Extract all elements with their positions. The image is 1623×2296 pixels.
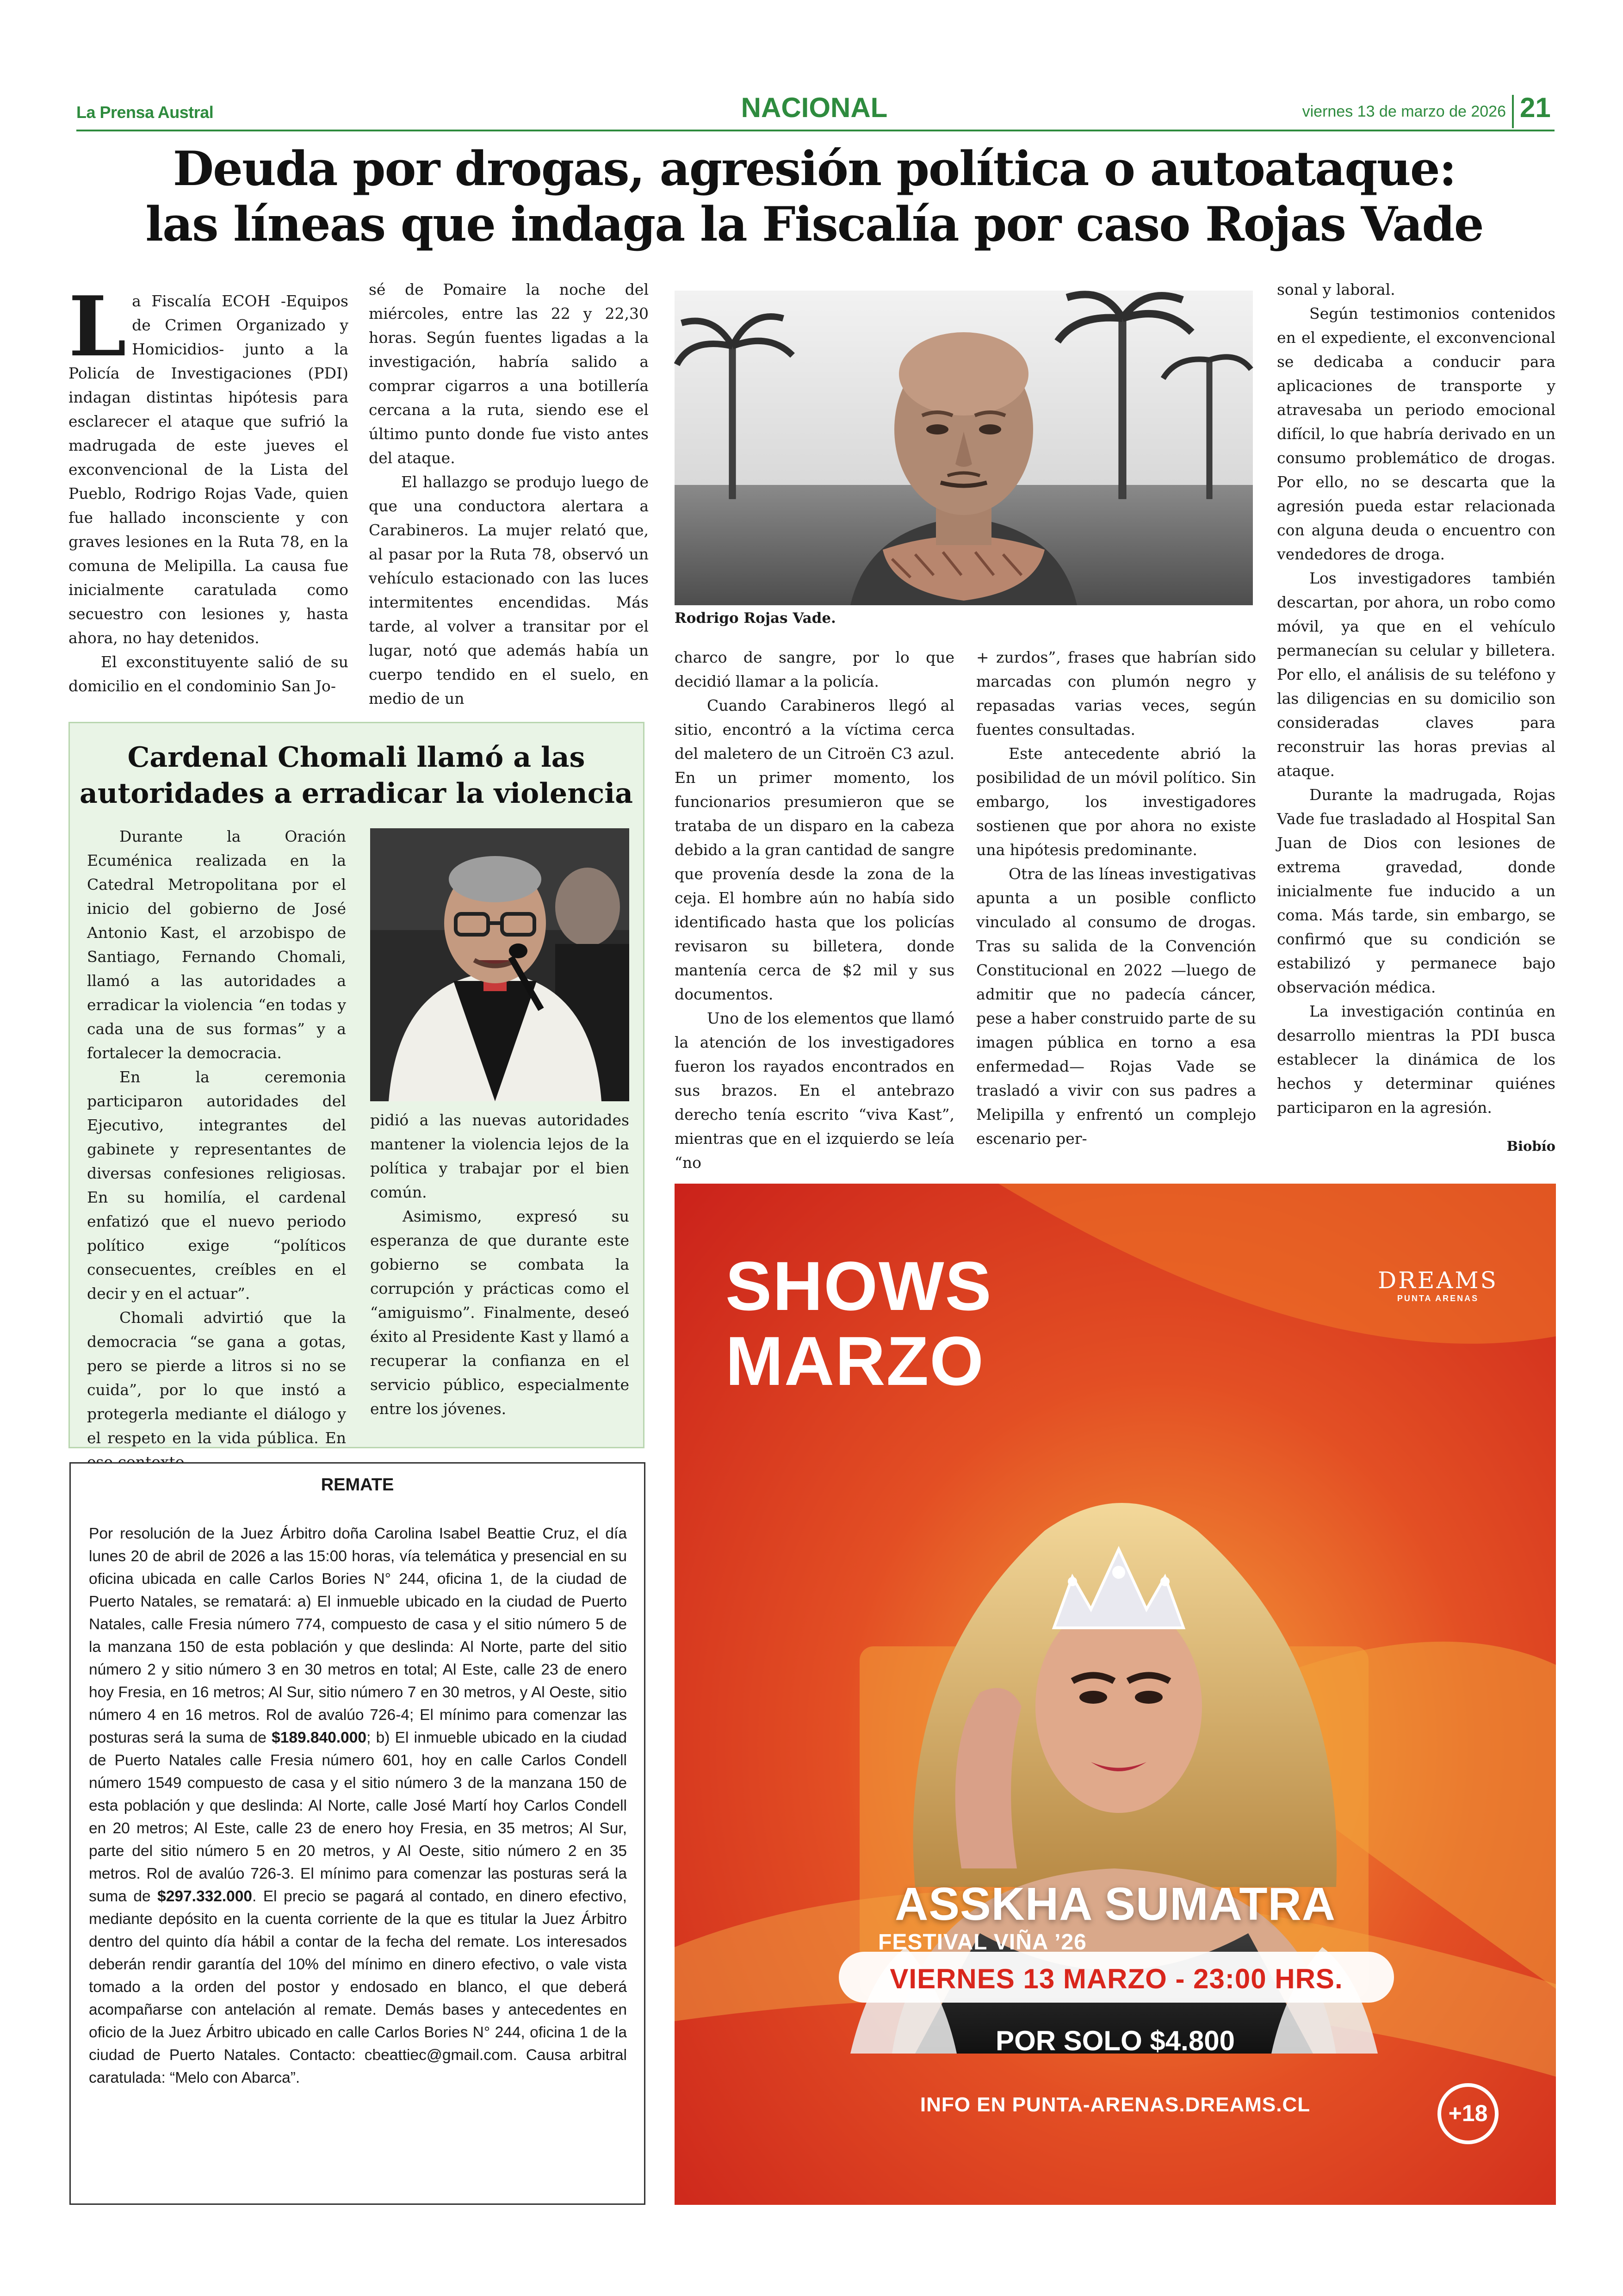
remate-text: ; b) El inmueble ubicado en la ciudad de Puerto Natales calle Fresia número 601, hoy en calle Carlos Condell número 1549 compuesto de casa y el sitio número 3 de la manzana 150 de esta población y que deslinda: Al Norte, calle José Martí hoy Carlos Condell en 20 metros; Al Este, calle 23 de enero hoy Fresia, en 35 metros; Al Sur, parte del sitio número 5 en 20 metros, y Al Oeste, sitio número 2 en 35 metros. Rol de avalúo 726-3. El mínimo para comenzar las posturas será la suma de [89, 1729, 627, 1905]
chomali-photo [370, 828, 629, 1101]
sidebar-paragraph: Durante la Oración Ecuménica realizada en la Catedral Metropolitana por el inicio del gobierno de José Antonio Kast, el arzobispo de Santiago, Fernando Chomali, llamó a las autoridades a erradicar la violencia “en todas y cada una de sus formas” y a fortalecer la democracia. [87, 827, 346, 1062]
article-column-4 [976, 645, 1256, 1164]
article-column-2 [369, 278, 649, 707]
dreams-logo [1369, 1267, 1507, 1303]
remate-title: REMATE [321, 1475, 394, 1495]
sidebar-title [76, 739, 636, 812]
article-paragraph: Los investigadores también descartan, por ahora, un robo como móvil, ya que en el vehículo permanecían su celular y billetera. Por ello, el análisis de su teléfono y las diligencias en su domicilio son consideradas claves para reconstruir las horas previas al ataque. [1277, 569, 1555, 780]
article-paragraph: charco de sangre, por lo que decidió llamar a la policía. [675, 648, 954, 690]
age-restriction-badge: +18 [1448, 2100, 1488, 2126]
sidebar-paragraph: En la ceremonia participaron autoridades del Ejecutivo, integrantes del gabinete y representantes de diversas confesiones religiosas. En su homilía, el cardenal enfatizó que el nuevo periodo político exige “políticos consecuentes, creíbles en el decir y en el actuar”. [87, 1068, 346, 1303]
dreams-advertisement[interactable] [675, 1184, 1556, 2205]
remate-body [89, 1522, 627, 2193]
article-paragraph: Uno de los elementos que llamó la atención de los investigadores fueron los rayados encontrados en sus brazos. En el antebrazo derecho tenía escrito “viva Kast”, mientras que en el izquierdo se leía “no [675, 1009, 954, 1172]
ad-info[interactable]: INFO EN PUNTA-ARENAS.DREAMS.CL [920, 2093, 1311, 2116]
headline-line-1: Deuda por drogas, agresión política o autoataque: [173, 141, 1456, 197]
sidebar-paragraph: Chomali advirtió que la democracia “se gana a gotas, pero se pierde a litros si no se cuida”, por lo que instó a protegerla mediante el diálogo y el respeto en la vida pública. En [87, 1309, 346, 1447]
byline: Biobío [1506, 1138, 1555, 1154]
ad-headline-line-2: MARZO [725, 1322, 985, 1400]
article-paragraph: Según testimonios contenidos en el expediente, el exconvencional se dedicaba a conducir para aplicaciones de transporte y atravesaba un periodo emocional difícil, lo que habría derivado en un consumo problemático de drogas. Por ello, no se descarta que la agresión pueda estar relacionada con alguna deuda o encuentro con vendedores de droga. [1277, 304, 1555, 563]
page-number: 21 [1520, 92, 1551, 123]
masthead-rule [76, 130, 1555, 131]
sidebar-column-a [87, 825, 346, 1447]
ad-headline-line-1: SHOWS [725, 1247, 992, 1325]
photo-caption: Rodrigo Rojas Vade. [675, 610, 836, 627]
dreams-logo-main: DREAMS [1378, 1267, 1498, 1294]
dreams-logo-sub: PUNTA ARENAS [1397, 1294, 1479, 1303]
article-paragraph: Cuando Carabineros llegó al sitio, encontró a la víctima cerca del maletero de un Citroën C3 azul. En un primer momento, los funcionarios presumieron que se trataba de un disparo en la cabeza debido a la gran cantidad de sangre que provenía desde la zona de la ceja. El hombre aún no había sido identificado hasta que los policías revisaron su billetera, donde mantenía cerca de $2 mil y sus documentos. [675, 696, 954, 1003]
article-paragraph: sonal y laboral. [1277, 280, 1395, 298]
sidebar-column-b [370, 1108, 629, 1441]
article-column-1 [68, 278, 348, 696]
article-paragraph: El hallazgo se produjo luego de que una conductora alertara a Carabineros. La mujer relató que, al pasar por la Ruta 78, observó un vehículo estacionado con las luces intermitentes encendidas. Más tarde, al volver a transitar por el lugar, notó que además había un cuerpo tendido en el suelo, en medio de un [369, 473, 649, 707]
ad-date-time: VIERNES 13 MARZO - 23:00 HRS. [890, 1963, 1343, 1994]
ad-artist: ASSKHA SUMATRA [895, 1878, 1336, 1930]
masthead-brand: La Prensa Austral [76, 103, 214, 122]
article-paragraph: Durante la madrugada, Rojas Vade fue trasladado al Hospital San Juan de Dios con lesiones de extrema gravedad, donde inicialmente fue inducido a un coma. Más tarde, sin embargo, se confirmó que su condición se estabilizó y permanece bajo observación médica. [1277, 786, 1555, 996]
article-paragraph: Otra de las líneas investigativas apunta a un posible conflicto vinculado al consumo de drogas. Tras su salida de la Convención Constitucional en 2022 —luego de admitir que no padecía cáncer, pese a haber construido parte de su imagen pública en torno a esa enfermedad— Rojas Vade se trasladó a vivir con sus padres a Melipilla y enfrentó un complejo escenario per- [976, 865, 1256, 1148]
sidebar-paragraph: pidió a las nuevas autoridades mantener la violencia lejos de la política y trabajar por el bien común. [370, 1111, 629, 1201]
article-paragraph: El exconstituyente salió de su domicilio en el condominio San Jo- [68, 653, 348, 695]
article-column-3 [675, 645, 954, 1172]
article-paragraph: La investigación continúa en desarrollo mientras la PDI busca establecer la dinámica de los hechos y determinar quiénes participaron en la agresión. [1277, 1002, 1555, 1117]
ad-headline [725, 1248, 992, 1398]
remate-amount: $189.840.000 [272, 1729, 367, 1746]
date-divider [1512, 95, 1514, 128]
remate-text: Por resolución de la Juez Árbitro doña Carolina Isabel Beattie Cruz, el día lunes 20 de abril de 2026 a las 15:00 horas, vía telemática y presencial en su oficina ubicada en calle Carlos Bories N° 244, oficina 1, de la ciudad de Puerto Natales, se rematará: a) El inmueble ubicado en la ciudad de Puerto Natales, calle Fresia número 774, compuesto de casa y el sitio número 5 de la manzana 150 de esta población y que deslinda: Al Norte, parte del sitio número 2 y sitio número 3 en 30 metros en total; Al Este, calle 23 de enero hoy Fresia, en 16 metros; Al Sur, sitio número 7 en 30 metros, y Al Oeste, sitio número 4 en 16 metros. Rol de avalúo 726-4; El mínimo para comenzar las posturas será la suma de [89, 1525, 627, 1746]
issue-date: viernes 13 de marzo de 2026 [1302, 103, 1506, 120]
article-paragraph: + zurdos”, frases que habrían sido marcadas con plumón negro y repasadas varias veces, según fuentes consultadas. [976, 648, 1256, 738]
ad-subtitle: FESTIVAL VIÑA ’26 [878, 1930, 1087, 1955]
remate-text: . El precio se pagará al contado, en dinero efectivo, mediante depósito en la cuenta corriente de la que es titular la Juez Árbitro dentro del quinto día hábil a contar de la fecha del remate. Los interesados deberán rendir garantía del 10% del mínimo en dinero efectivo, o vale vista tomado a la orden del postor y endosado en blanco, el que deberá acompañarse con antelación al remate. Demás bases y antecedentes en oficio de la Juez Árbitro ubicado en calle Carlos Bories N° 244, oficina 1 de la ciudad de Puerto Natales. Contacto: cbeattiec@gmail.com. Causa arbitral caratulada: “Melo con Abarca”. [89, 1888, 627, 2086]
headline [74, 141, 1555, 252]
article-column-5 [1277, 278, 1555, 1138]
headline-line-2: las líneas que indaga la Fiscalía por caso Rojas Vade [145, 197, 1483, 252]
section-label: NACIONAL [741, 92, 888, 123]
remate-amount: $297.332.000 [157, 1888, 253, 1905]
dropcap: L [68, 278, 127, 375]
article-paragraph: sé de Pomaire la noche del miércoles, entre las 22 y 22,30 horas. Según fuentes ligadas a la investigación, habría salido a comprar cigarros a una botillería cercana a la ruta, siendo ese el último punto donde fue visto antes del ataque. [369, 280, 649, 467]
sidebar-title-line-2: autoridades a erradicar la violencia [80, 777, 633, 810]
sidebar-title-line-1: Cardenal Chomali llamó a las [127, 741, 585, 774]
article-paragraph: Este antecedente abrió la posibilidad de un móvil político. Sin embargo, los investigadores sostienen que por ahora no existe una hipótesis predominante. [976, 745, 1256, 859]
sidebar-paragraph: Asimismo, expresó su esperanza de que durante este gobierno se combata la corrupción y prácticas como el “amiguismo”. Finalmente, deseó éxito al Presidente Kast y llamó a recuperar la confianza en el servicio público, especialmente entre los jóvenes. [370, 1207, 629, 1418]
article-paragraph: a Fiscalía ECOH -Equipos de Crimen Organizado y Homicidios- junto a la Policía de Investigaciones (PDI) indagan distintas hipótesis para esclarecer el ataque que sufrió la madrugada de este jueves el exconvencional de la Lista del Pueblo, Rodrigo Rojas Vade, quien fue hallado inconsciente y con graves lesiones en la Ruta 78, en la comuna de Melipilla. La causa fue inicialmente caratulada como secuestro con lesiones y, hasta ahora, no hay detenidos. [68, 292, 348, 647]
ad-price: POR SOLO $4.800 [996, 2025, 1235, 2056]
rojas-vade-photo [675, 291, 1253, 605]
